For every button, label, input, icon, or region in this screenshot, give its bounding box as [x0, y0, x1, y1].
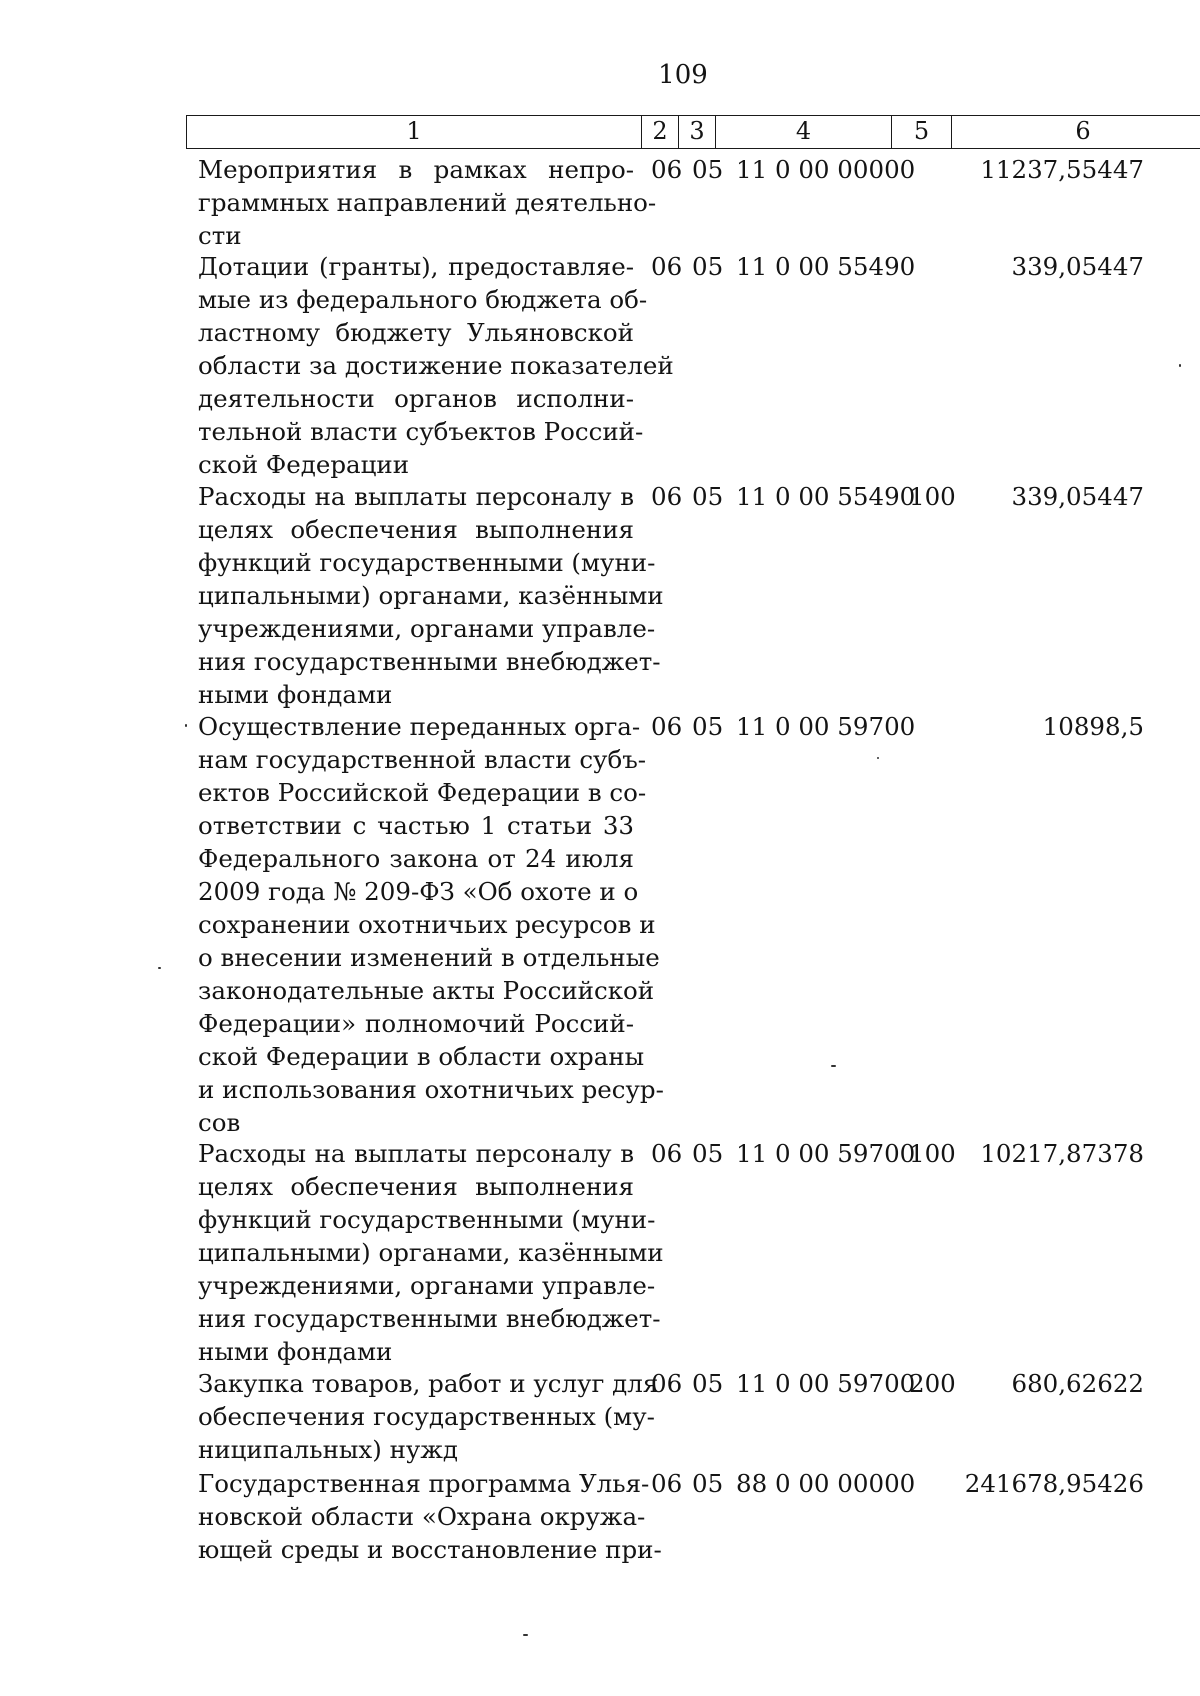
- description-line: Расходы на выплаты персоналу в: [198, 482, 634, 511]
- description-line: учреждениями, органами управле-: [198, 614, 656, 643]
- description-line: 2009 года № 209-ФЗ «Об охоте и о: [198, 877, 639, 906]
- cell-c5: 200: [909, 1369, 956, 1398]
- description-line: ниципальных) нужд: [198, 1435, 458, 1464]
- description-line: целях обеспечения выполнения: [198, 515, 634, 544]
- cell-c2: 06: [651, 1369, 683, 1398]
- description-line: ными фондами: [198, 680, 393, 709]
- row-description: [198, 153, 657, 252]
- description-line: ской Федерации в области охраны: [198, 1042, 645, 1071]
- cell-c2: 06: [651, 482, 683, 511]
- cell-c6: 10898,5: [1042, 712, 1144, 741]
- header-col-4: 4: [795, 117, 812, 145]
- description-line: учреждениями, органами управле-: [198, 1271, 656, 1300]
- description-line: законодательные акты Российской: [198, 976, 655, 1005]
- description-line: области за достижение показателей: [198, 351, 674, 380]
- scan-speck: [1179, 364, 1181, 367]
- description-line: сов: [198, 1108, 241, 1137]
- table-header: [186, 115, 1200, 149]
- cell-c6: 241678,95426: [964, 1469, 1144, 1498]
- cell-c2: 06: [651, 1469, 683, 1498]
- scan-speck: [831, 1065, 836, 1067]
- row-description: [198, 480, 664, 711]
- description-line: сохранении охотничьих ресурсов и: [198, 910, 656, 939]
- row-description: [198, 1367, 659, 1466]
- cell-c6: 339,05447: [1011, 482, 1144, 511]
- cell-c4: 11 0 00 59700: [736, 1369, 916, 1398]
- cell-c6: 11237,55447: [980, 155, 1144, 184]
- description-line: функций государственными (муни-: [198, 548, 656, 577]
- cell-c3: 05: [692, 252, 724, 281]
- cell-c6: 680,62622: [1011, 1369, 1144, 1398]
- cell-c4: 11 0 00 59700: [736, 712, 916, 741]
- description-line: о внесении изменений в отдельные: [198, 943, 660, 972]
- description-line: нам государственной власти субъ-: [198, 745, 647, 774]
- header-col-3: 3: [689, 117, 705, 145]
- cell-c3: 05: [692, 1139, 724, 1168]
- description-line: Федерального закона от 24 июля: [198, 844, 634, 873]
- cell-c5: 100: [909, 482, 956, 511]
- cell-c3: 05: [692, 155, 724, 184]
- description-line: ципальными) органами, казёнными: [198, 581, 664, 610]
- row-description: [198, 710, 664, 1139]
- description-line: мые из федерального бюджета об-: [198, 285, 648, 314]
- scan-speck: [158, 967, 161, 969]
- description-line: целях обеспечения выполнения: [198, 1172, 634, 1201]
- header-col-1: 1: [406, 117, 422, 145]
- cell-c4: 11 0 00 00000: [736, 155, 916, 184]
- row-description: [198, 1467, 662, 1566]
- description-line: и использования охотничьих ресур-: [198, 1075, 664, 1104]
- header-col-6: 6: [1075, 117, 1091, 145]
- description-line: ными фондами: [198, 1337, 393, 1366]
- scan-speck: [523, 1634, 528, 1636]
- cell-c5: 100: [909, 1139, 956, 1168]
- cell-c4: 11 0 00 55490: [736, 252, 916, 281]
- header-col-5: 5: [913, 117, 930, 145]
- description-line: ципальными) органами, казёнными: [198, 1238, 664, 1267]
- description-line: Государственная программа Улья-: [198, 1469, 650, 1498]
- description-line: функций государственными (муни-: [198, 1205, 656, 1234]
- cell-c6: 339,05447: [1011, 252, 1144, 281]
- cell-c2: 06: [651, 1139, 683, 1168]
- cell-c3: 05: [692, 482, 724, 511]
- description-line: сти: [198, 221, 242, 250]
- description-line: Федерации» полномочий Россий-: [198, 1009, 634, 1038]
- description-line: ния государственными внебюджет-: [198, 1304, 661, 1333]
- header-col-2: 2: [652, 117, 668, 145]
- scan-speck: [877, 757, 879, 759]
- cell-c3: 05: [692, 1369, 724, 1398]
- description-line: новской области «Охрана окружа-: [198, 1502, 646, 1531]
- description-line: ющей среды и восстановление при-: [198, 1535, 662, 1564]
- description-line: ластному бюджету Ульяновской: [198, 318, 634, 347]
- description-line: Расходы на выплаты персоналу в: [198, 1139, 634, 1168]
- description-line: граммных направлений деятельно-: [198, 188, 657, 217]
- description-line: ния государственными внебюджет-: [198, 647, 661, 676]
- cell-c2: 06: [651, 252, 683, 281]
- cell-c3: 05: [692, 712, 724, 741]
- cell-c2: 06: [651, 712, 683, 741]
- description-line: ответствии с частью 1 статьи 33: [198, 811, 634, 840]
- description-line: ской Федерации: [198, 450, 410, 479]
- cell-c4: 11 0 00 59700: [736, 1139, 916, 1168]
- cell-c2: 06: [651, 155, 683, 184]
- description-line: Закупка товаров, работ и услуг для: [198, 1369, 659, 1398]
- description-line: тельной власти субъектов Россий-: [198, 417, 644, 446]
- scan-speck: [185, 724, 187, 727]
- cell-c6: 10217,87378: [980, 1139, 1144, 1168]
- cell-c3: 05: [692, 1469, 724, 1498]
- row-description: [198, 1137, 664, 1368]
- cell-c4: 88 0 00 00000: [736, 1469, 916, 1498]
- description-line: Мероприятия в рамках непро-: [198, 155, 634, 184]
- cell-c4: 11 0 00 55490: [736, 482, 916, 511]
- description-line: Осуществление переданных орга-: [198, 712, 641, 741]
- description-line: Дотации (гранты), предоставляе-: [198, 252, 634, 281]
- description-line: деятельности органов исполни-: [198, 384, 634, 413]
- page-number: 109: [658, 60, 708, 90]
- description-line: обеспечения государственных (му-: [198, 1402, 655, 1431]
- description-line: ектов Российской Федерации в со-: [198, 778, 647, 807]
